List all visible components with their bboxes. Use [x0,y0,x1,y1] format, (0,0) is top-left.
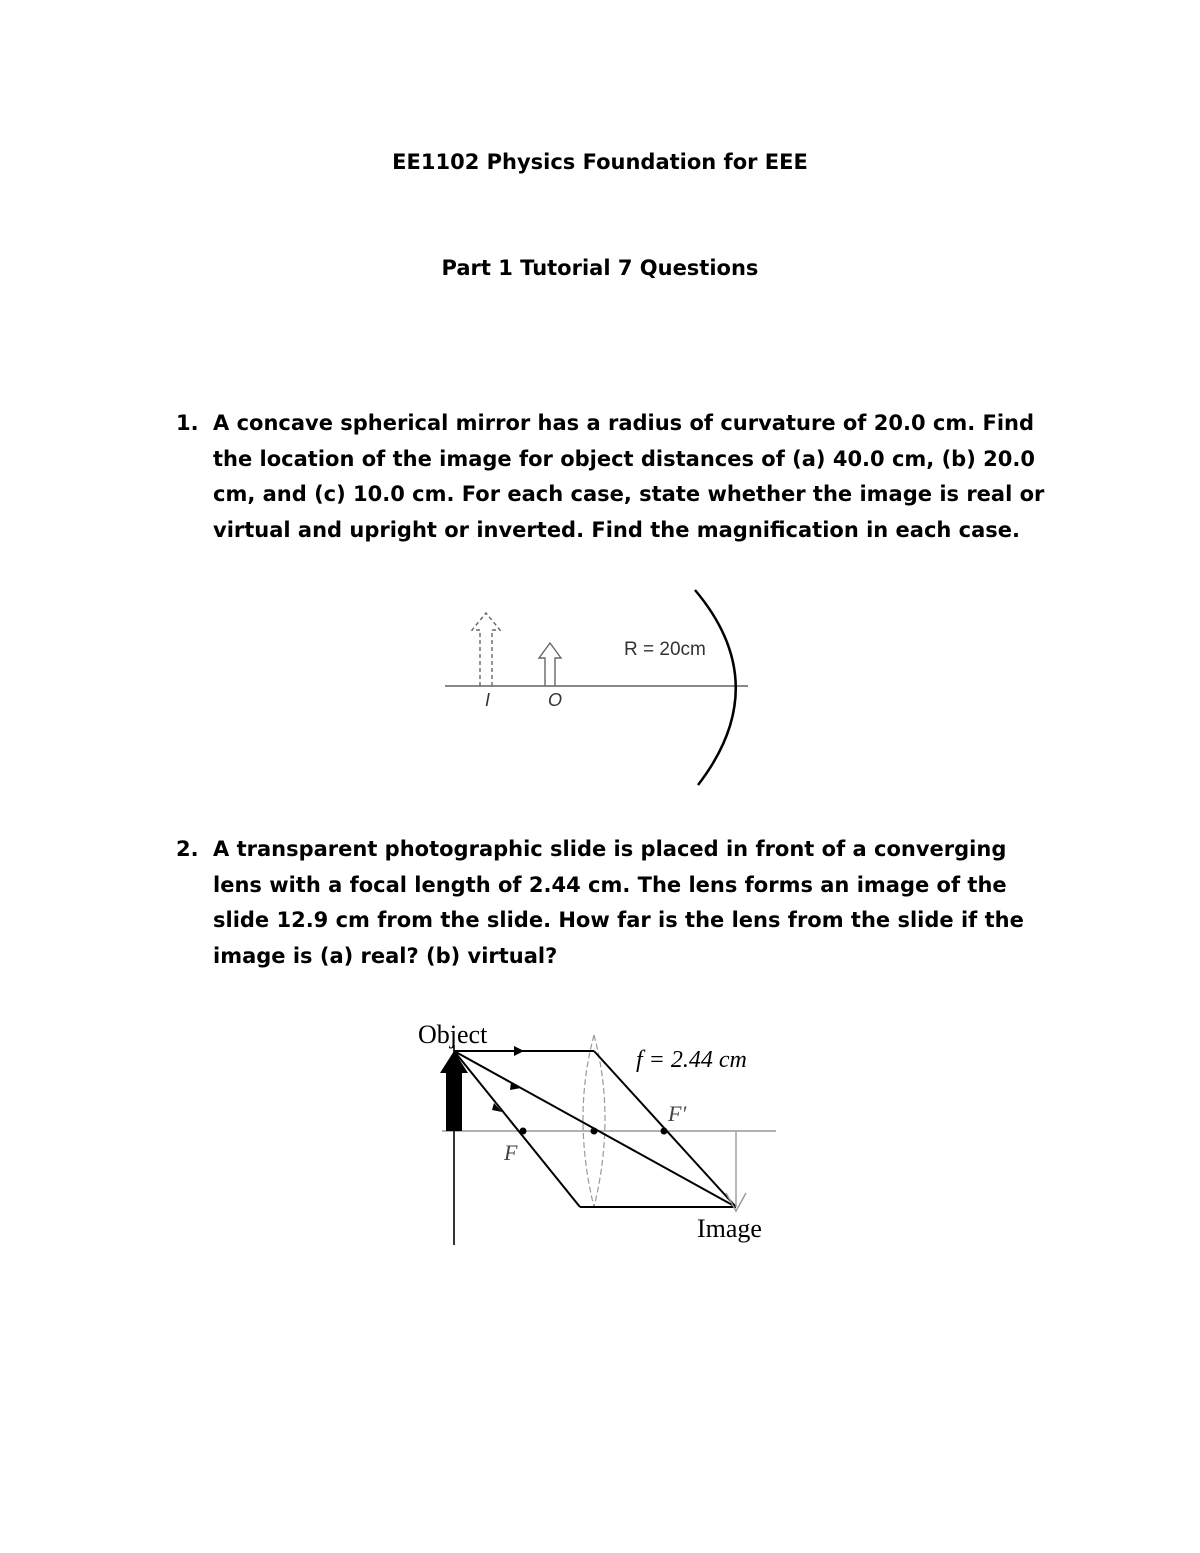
focal-point-prime-label: F′ [668,1101,687,1126]
mirror-diagram [440,585,760,790]
image-arrow [472,613,500,686]
focal-point-prime [661,1128,668,1135]
object-arrow [539,643,561,686]
image-label: Image [697,1214,762,1243]
concave-mirror [695,590,736,785]
question-text: A transparent photographic slide is placed in front of a converging lens with a focal length of 2.44 cm. The lens forms an image of the slide 12.9 cm from the slide. How far is the lens from the slide if the image is (a) real? (b) virtual? [213,837,1024,968]
object-label: Object [418,1020,488,1049]
focal-point-label: F [504,1140,518,1165]
question-number: 2. [176,837,199,861]
question-number: 1. [176,411,199,435]
object-label: O [548,690,563,710]
radius-label: R = 20cm [624,639,706,660]
question-1 [176,406,1056,548]
focal-length-label: f = 2.44 cm [636,1047,747,1073]
question-2 [176,832,1056,974]
lens-diagram [410,1015,790,1250]
lens-back [583,1035,594,1207]
image-label: I [485,690,491,710]
object-arrow [446,1070,462,1131]
lens-center [591,1128,598,1135]
focal-point [520,1128,527,1135]
course-title: EE1102 Physics Foundation for EEE [392,150,808,174]
question-text: A concave spherical mirror has a radius of curvature of 20.0 cm. Find the location of the image for object distances of (a) 40.0 cm, (b) 20.0 cm, and (c) 10.0 cm. For each case, state whether the image is real or virtual and upright or inverted. Find the magnification in each case. [213,411,1045,542]
tutorial-subtitle: Part 1 Tutorial 7 Questions [441,256,759,280]
